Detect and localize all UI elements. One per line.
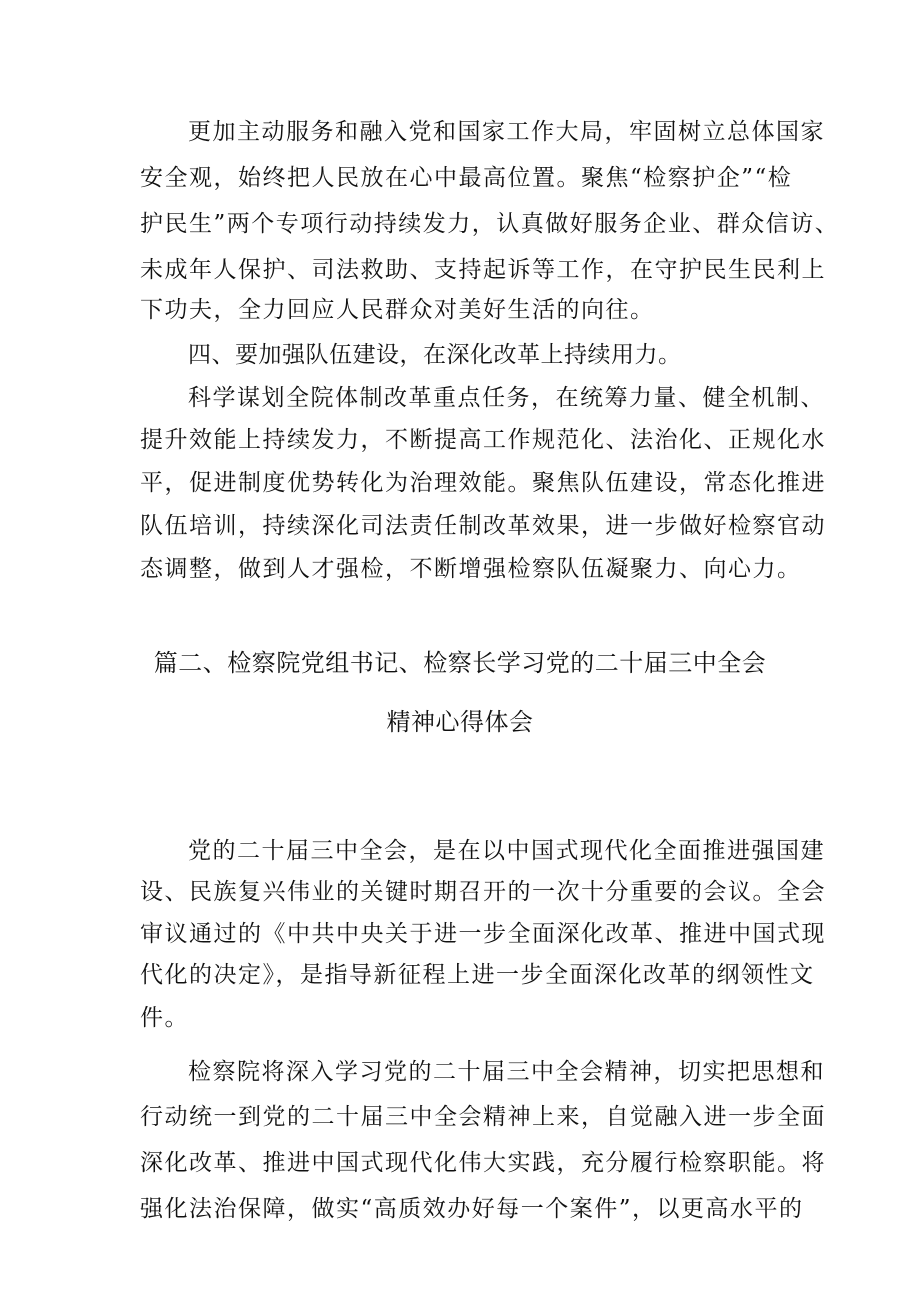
paragraph-line: 队伍培训，持续深化司法责任制改革效果，进一步做好检察官动 — [140, 513, 826, 539]
paragraph-line: 设、民族复兴伟业的关键时期召开的一次十分重要的会议。全会 — [140, 879, 826, 905]
paragraph-line: 党的二十届三中全会，是在以中国式现代化全面推进强国建 — [188, 838, 825, 864]
paragraph-line: 深化改革、推进中国式现代化伟大实践，充分履行检察职能。将 — [140, 1150, 826, 1176]
paragraph-line: 更加主动服务和融入党和国家工作大局，牢固树立总体国家 — [188, 119, 825, 145]
paragraph-line: 护民生”两个专项行动持续发力，认真做好服务企业、群众信访、 — [140, 211, 840, 237]
paragraph-line: 强化法治保障，做实“高质效办好每一个案件”，以更高水平的 — [140, 1196, 804, 1222]
paragraph-line: 代化的决定》，是指导新征程上进一步全面深化改革的纲领性文 — [140, 962, 815, 988]
paragraph-line: 下功夫，全力回应人民群众对美好生活的向往。 — [140, 297, 655, 323]
article-title: 精神心得体会 — [386, 708, 534, 736]
paragraph-line: 件。 — [140, 1005, 189, 1031]
paragraph-line: 态调整，做到人才强检，不断增强检察队伍凝聚力、向心力。 — [140, 556, 802, 582]
article-title: 篇二、检察院党组书记、检察长学习党的二十届三中全会 — [153, 649, 767, 677]
paragraph-line: 审议通过的《中共中央关于进一步全面深化改革、推进中国式现 — [140, 921, 826, 947]
paragraph-line: 平，促进制度优势转化为治理效能。聚焦队伍建设，常态化推进 — [140, 470, 826, 496]
paragraph-line: 行动统一到党的二十届三中全会精神上来，自觉融入进一步全面 — [140, 1104, 826, 1130]
paragraph-line: 未成年人保护、司法救助、支持起诉等工作，在守护民生民利上 — [140, 257, 826, 283]
paragraph-line: 提升效能上持续发力，不断提高工作规范化、法治化、正规化水 — [140, 427, 826, 453]
paragraph-line: 科学谋划全院体制改革重点任务，在统筹力量、健全机制、 — [188, 385, 825, 411]
paragraph-line: 安全观，始终把人民放在心中最高位置。聚焦“检察护企”“检 — [140, 165, 793, 191]
section-heading: 四、要加强队伍建设，在深化改革上持续用力。 — [188, 342, 682, 368]
paragraph-line: 检察院将深入学习党的二十届三中全会精神，切实把思想和 — [188, 1059, 825, 1085]
